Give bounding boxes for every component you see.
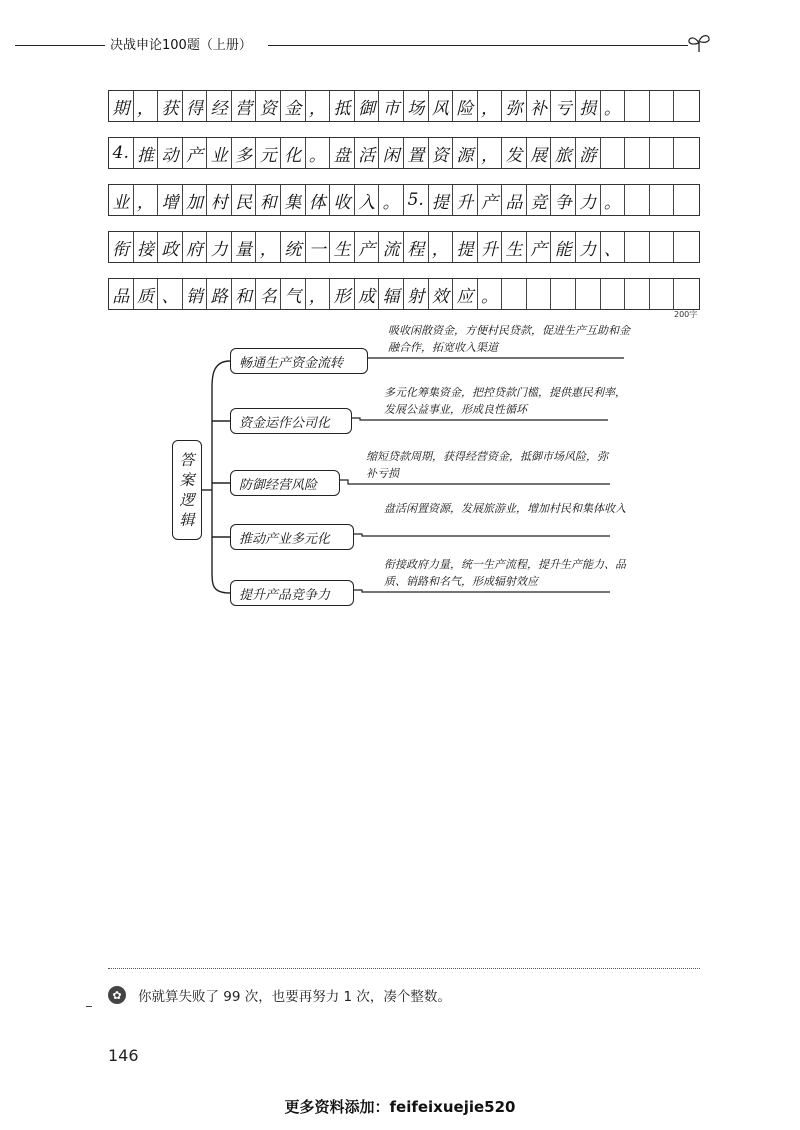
grid-cell: 质	[134, 279, 159, 309]
grid-cell: 应	[453, 279, 478, 309]
grid-cell: 亏	[551, 91, 576, 121]
grid-cell	[674, 185, 699, 215]
grid-cell: 业	[109, 185, 134, 215]
page-number: 146	[108, 1046, 139, 1065]
grid-cell	[674, 232, 699, 262]
grid-cell: 量	[232, 232, 257, 262]
header-rule-left	[15, 45, 105, 46]
grid-cell: 展	[527, 138, 552, 168]
grid-cell: 产	[527, 232, 552, 262]
grid-cell: 接	[134, 232, 159, 262]
grid-cell	[601, 138, 626, 168]
grid-cell: 民	[232, 185, 257, 215]
grid-cell: 入	[355, 185, 380, 215]
grid-cell: ，	[429, 232, 454, 262]
grid-cell: 得	[183, 91, 208, 121]
sprout-icon	[686, 32, 712, 54]
grid-cell: 金	[281, 91, 306, 121]
grid-cell: 源	[453, 138, 478, 168]
motto-text: 你就算失败了 99 次，也要再努力 1 次，凑个整数。	[138, 989, 451, 1005]
tree-branch-desc: 缩短贷款周期，获得经营资金，抵御市场风险，弥补亏损	[366, 450, 608, 480]
grid-cell: 流	[379, 232, 404, 262]
grid-cell: 游	[576, 138, 601, 168]
grid-cell: 市	[379, 91, 404, 121]
grid-cell: ，	[256, 232, 281, 262]
grid-cell: 力	[207, 232, 232, 262]
grid-cell: 品	[109, 279, 134, 309]
tree-branch-box: 防御经营风险	[230, 470, 340, 496]
tree-branch-box: 提升产品竞争力	[230, 580, 354, 606]
grid-cell: 盘	[330, 138, 355, 168]
grid-cell: 辐	[379, 279, 404, 309]
grid-cell: 4.	[109, 138, 134, 168]
grid-cell: 力	[576, 232, 601, 262]
grid-cell: 御	[355, 91, 380, 121]
grid-cell: 产	[183, 138, 208, 168]
grid-cell: 升	[453, 185, 478, 215]
tree-root-char: 逻	[179, 491, 195, 509]
grid-row	[108, 231, 700, 263]
grid-cell: ，	[478, 138, 503, 168]
grid-cell: 获	[158, 91, 183, 121]
grid-cell	[674, 91, 699, 121]
grid-row	[108, 278, 700, 310]
grid-cell: 弥	[502, 91, 527, 121]
grid-cell: ，	[478, 91, 503, 121]
grid-cell: 经	[207, 91, 232, 121]
grid-cell: 损	[576, 91, 601, 121]
grid-cell: 动	[158, 138, 183, 168]
grid-cell: 补	[527, 91, 552, 121]
tree-root-box	[172, 440, 202, 540]
grid-cell: 销	[183, 279, 208, 309]
grid-cell: 能	[551, 232, 576, 262]
grid-cell	[625, 138, 650, 168]
grid-cell: 效	[429, 279, 454, 309]
tree-root-char: 答	[179, 451, 195, 469]
grid-cell: 统	[281, 232, 306, 262]
grid-cell	[674, 279, 699, 309]
word-count-label: 200字	[674, 310, 698, 319]
grid-cell: 竞	[527, 185, 552, 215]
logic-tree	[0, 320, 800, 620]
grid-cell	[576, 279, 601, 309]
grid-cell: 发	[502, 138, 527, 168]
grid-cell: 增	[158, 185, 183, 215]
grid-cell: ，	[134, 91, 159, 121]
grid-cell: 村	[207, 185, 232, 215]
grid-cell: 成	[355, 279, 380, 309]
grid-cell: 加	[183, 185, 208, 215]
grid-cell: 活	[355, 138, 380, 168]
grid-cell: 形	[330, 279, 355, 309]
grid-cell: 抵	[330, 91, 355, 121]
grid-cell: 集	[281, 185, 306, 215]
book-title: 决战申论100题（上册）	[110, 38, 252, 53]
grid-cell: 生	[502, 232, 527, 262]
grid-cell: 提	[453, 232, 478, 262]
grid-cell: 路	[207, 279, 232, 309]
grid-cell: 风	[429, 91, 454, 121]
grid-cell: 衔	[109, 232, 134, 262]
grid-cell: 和	[232, 279, 257, 309]
grid-cell: 体	[306, 185, 331, 215]
answer-grid	[108, 90, 700, 325]
grid-cell: 置	[404, 138, 429, 168]
grid-cell	[527, 279, 552, 309]
grid-cell: 营	[232, 91, 257, 121]
grid-cell: 旅	[551, 138, 576, 168]
grid-cell	[625, 185, 650, 215]
grid-cell: 产	[478, 185, 503, 215]
tree-branch-box: 资金运作公司化	[230, 408, 352, 434]
footer-note: 更多资料添加：feifeixuejie520	[284, 1098, 516, 1116]
grid-cell	[650, 279, 675, 309]
tree-root-char: 案	[179, 471, 195, 489]
grid-cell: ，	[306, 279, 331, 309]
grid-cell: 险	[453, 91, 478, 121]
grid-cell: ，	[306, 91, 331, 121]
tree-branch-box: 推动产业多元化	[230, 524, 354, 550]
grid-cell: 元	[256, 138, 281, 168]
grid-cell: 争	[551, 185, 576, 215]
grid-cell: 射	[404, 279, 429, 309]
grid-cell: 5.	[404, 185, 429, 215]
grid-cell: 政	[158, 232, 183, 262]
motto-line	[108, 985, 451, 1005]
grid-cell: 场	[404, 91, 429, 121]
grid-cell: 推	[134, 138, 159, 168]
grid-cell: 程	[404, 232, 429, 262]
grid-cell: 。	[478, 279, 503, 309]
grid-cell: 产	[355, 232, 380, 262]
sprout-icon: ✿	[108, 986, 126, 1004]
grid-cell: 品	[502, 185, 527, 215]
grid-row	[108, 137, 700, 169]
tree-root-char: 辑	[179, 511, 195, 529]
grid-row	[108, 90, 700, 122]
grid-cell	[625, 279, 650, 309]
grid-cell: 、	[158, 279, 183, 309]
grid-cell: 。	[601, 91, 626, 121]
grid-cell	[650, 185, 675, 215]
grid-cell	[625, 232, 650, 262]
tree-branch-desc: 多元化筹集资金，把控贷款门槛，提供惠民利率，发展公益事业，形成良性循环	[384, 386, 626, 416]
tree-branch-desc: 吸收闲散资金，方便村民贷款，促进生产互助和金融合作，拓宽收入渠道	[388, 324, 630, 354]
page-header	[0, 30, 800, 58]
grid-cell	[674, 138, 699, 168]
grid-cell: 闲	[379, 138, 404, 168]
margin-tick	[86, 1006, 92, 1007]
grid-cell: 提	[429, 185, 454, 215]
grid-cell: 府	[183, 232, 208, 262]
grid-cell	[625, 91, 650, 121]
grid-cell: 名	[256, 279, 281, 309]
tree-branch-box: 畅通生产资金流转	[230, 348, 368, 374]
grid-cell: 收	[330, 185, 355, 215]
grid-cell	[650, 138, 675, 168]
grid-cell	[650, 232, 675, 262]
grid-cell: ，	[134, 185, 159, 215]
tree-branch-desc: 盘活闲置资源，发展旅游业，增加村民和集体收入	[384, 502, 626, 515]
grid-cell: 气	[281, 279, 306, 309]
grid-cell: 力	[576, 185, 601, 215]
grid-cell: 一	[306, 232, 331, 262]
grid-cell: 生	[330, 232, 355, 262]
grid-cell: 业	[207, 138, 232, 168]
header-rule-right	[268, 45, 688, 46]
grid-cell: 、	[601, 232, 626, 262]
grid-cell: 。	[306, 138, 331, 168]
grid-cell: 升	[478, 232, 503, 262]
grid-cell: 。	[379, 185, 404, 215]
grid-cell: 期	[109, 91, 134, 121]
tree-branch-desc: 衔接政府力量，统一生产流程，提升生产能力、品质、销路和名气，形成辐射效应	[384, 558, 626, 588]
grid-cell: 和	[256, 185, 281, 215]
grid-cell: 。	[601, 185, 626, 215]
grid-cell: 资	[256, 91, 281, 121]
grid-cell	[502, 279, 527, 309]
dotted-divider	[108, 968, 700, 969]
grid-cell	[650, 91, 675, 121]
grid-cell	[601, 279, 626, 309]
grid-cell	[551, 279, 576, 309]
grid-cell: 资	[429, 138, 454, 168]
grid-cell: 化	[281, 138, 306, 168]
grid-row	[108, 184, 700, 216]
grid-cell: 多	[232, 138, 257, 168]
